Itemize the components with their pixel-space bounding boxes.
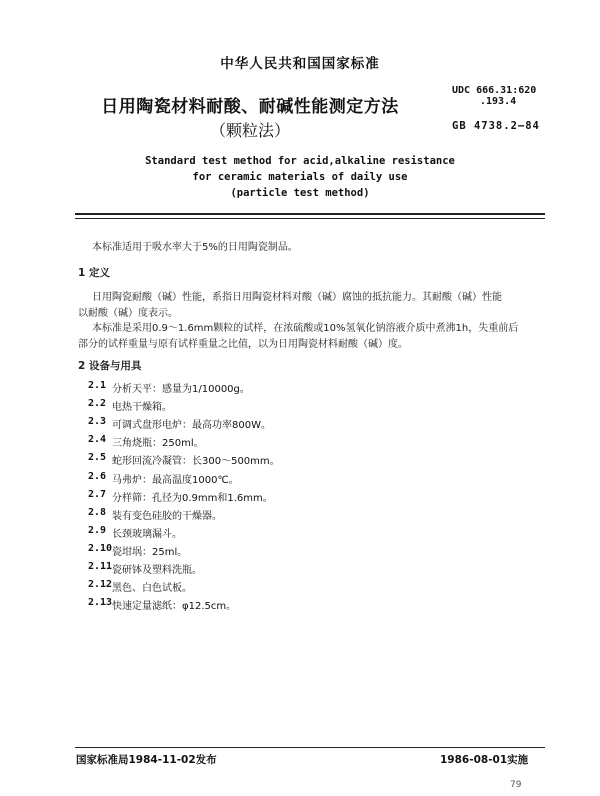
item-text: 马弗炉：最高温度1000℃。: [112, 475, 239, 486]
method-paragraph-cont: 部分的试样重量与原有试样重量之比值，以为日用陶瓷材料耐酸（碱）度。: [78, 339, 408, 350]
item-text: 可调式盘形电炉：最高功率800W。: [112, 420, 271, 431]
header-divider-thin: [75, 218, 545, 219]
page-number: 79: [510, 780, 522, 790]
item-number: 2.2: [88, 398, 107, 409]
gb-standard-number: GB 4738.2—84: [452, 120, 540, 132]
udc-code: UDC 666.31:620: [452, 85, 537, 96]
list-item: [0, 398, 600, 412]
item-number: 2.7: [88, 489, 107, 500]
list-item: [0, 543, 600, 557]
list-item: [0, 507, 600, 521]
item-text: 快速定量滤纸：φ12.5cm。: [112, 601, 237, 612]
item-number: 2.9: [88, 525, 107, 536]
item-number: 2.12: [88, 579, 113, 590]
item-number: 2.10: [88, 543, 113, 554]
list-item: [0, 597, 600, 611]
item-number: 2.5: [88, 452, 107, 463]
list-item: [0, 416, 600, 430]
list-item: [0, 452, 600, 466]
item-text: 分样筛：孔径为0.9mm和1.6mm。: [112, 493, 273, 504]
publication-date: 国家标准局1984-11-02发布: [76, 754, 217, 766]
item-text: 黑色、白色试板。: [112, 583, 192, 594]
definition-paragraph: 日用陶瓷耐酸（碱）性能，系指日用陶瓷材料对酸（碱）腐蚀的抵抗能力。其耐酸（碱）性能: [92, 292, 502, 303]
item-text: 瓷研钵及塑料洗瓶。: [112, 565, 202, 576]
section-heading-equipment: 2 设备与用具: [78, 360, 142, 372]
section-heading-definition: 1 定义: [78, 267, 110, 279]
item-number: 2.6: [88, 471, 107, 482]
item-number: 2.3: [88, 416, 107, 427]
country-standard-heading: 中华人民共和国国家标准: [220, 56, 380, 72]
implementation-date: 1986-08-01实施: [440, 754, 529, 766]
item-number: 2.4: [88, 434, 107, 445]
item-text: 电热干燥箱。: [112, 402, 172, 413]
item-number: 2.13: [88, 597, 113, 608]
footer-divider: [75, 747, 545, 748]
english-title-line: for ceramic materials of daily use: [192, 171, 408, 183]
english-title-line: Standard test method for acid,alkaline resistance: [145, 155, 455, 167]
item-text: 装有变色硅胶的干燥器。: [112, 511, 222, 522]
list-item: [0, 561, 600, 575]
item-text: 分析天平：感量为1/10000g。: [112, 384, 250, 395]
list-item: [0, 489, 600, 503]
list-item: [0, 525, 600, 539]
item-text: 长颈玻璃漏斗。: [112, 529, 182, 540]
item-number: 2.11: [88, 561, 113, 572]
list-item: [0, 471, 600, 485]
item-text: 三角烧瓶：250ml。: [112, 438, 204, 449]
item-text: 瓷坩埚：25ml。: [112, 547, 188, 558]
item-number: 2.8: [88, 507, 107, 518]
list-item: [0, 579, 600, 593]
definition-paragraph-cont: 以耐酸（碱）度表示。: [78, 308, 178, 319]
list-item: [0, 380, 600, 394]
method-paragraph: 本标准是采用0.9～1.6mm颗粒的试样，在浓硫酸或10%氢氧化钠溶液介质中煮沸1h，失重前后: [92, 323, 519, 334]
document-subtitle: （颗粒法）: [209, 121, 290, 140]
item-number: 2.1: [88, 380, 107, 391]
english-title-line: (particle test method): [230, 187, 370, 199]
scope-statement: 本标准适用于吸水率大于5%的日用陶瓷制品。: [92, 242, 298, 253]
document-title: 日用陶瓷材料耐酸、耐碱性能测定方法: [101, 97, 399, 117]
udc-code-cont: .193.4: [480, 96, 517, 107]
list-item: [0, 434, 600, 448]
header-divider-thick: [75, 213, 545, 215]
item-text: 蛇形回流冷凝管：长300～500mm。: [112, 456, 280, 467]
